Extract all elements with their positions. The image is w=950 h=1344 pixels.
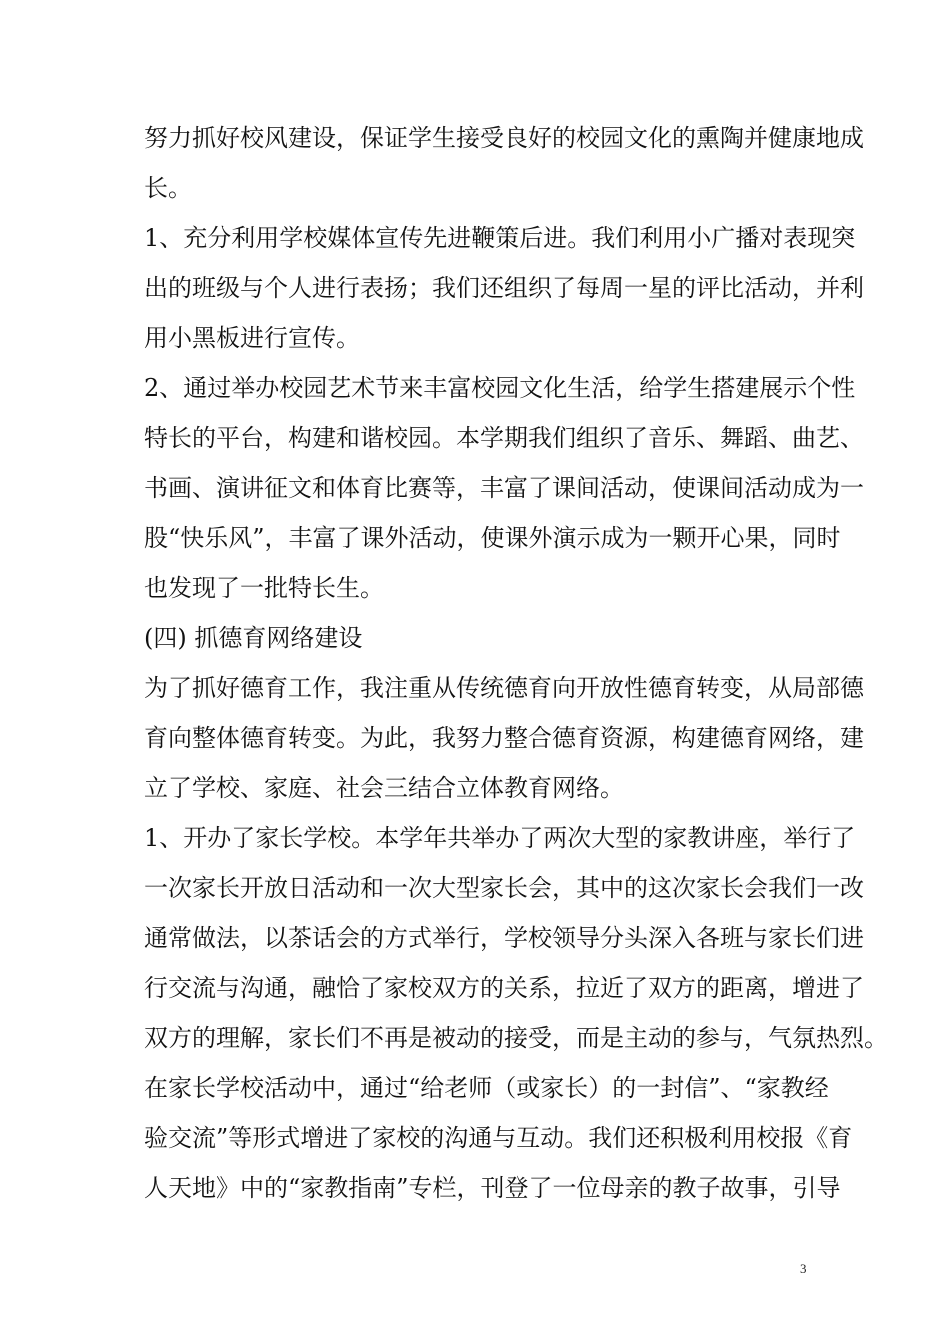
- text-line: 也发现了一批特长生。: [144, 574, 384, 602]
- text-line: 行交流与沟通，融恰了家校双方的关系，拉近了双方的距离，增进了: [144, 974, 864, 1002]
- text-line: 股“快乐风”，丰富了课外活动，使课外演示成为一颗开心果，同时: [144, 524, 841, 552]
- text-line: 2、通过举办校园艺术节来丰富校园文化生活，给学生搭建展示个性: [144, 374, 856, 402]
- text-line: 长。: [144, 174, 192, 202]
- text-line: 通常做法，以茶话会的方式举行，学校领导分头深入各班与家长们进: [144, 924, 864, 952]
- text-line: 双方的理解，家长们不再是被动的接受，而是主动的参与，气氛热烈。: [144, 1024, 888, 1052]
- text-line: 一次家长开放日活动和一次大型家长会，其中的这次家长会我们一改: [144, 874, 864, 902]
- text-line: 书画、演讲征文和体育比赛等，丰富了课间活动，使课间活动成为一: [144, 474, 864, 502]
- text-line: 验交流”等形式增进了家校的沟通与互动。我们还积极利用校报《育: [144, 1124, 853, 1152]
- text-line: 立了学校、家庭、社会三结合立体教育网络。: [144, 774, 624, 802]
- text-line: 在家长学校活动中，通过“给老师（或家长）的一封信”、“家教经: [144, 1074, 829, 1102]
- text-line: 用小黑板进行宣传。: [144, 324, 360, 352]
- text-line: 出的班级与个人进行表扬；我们还组织了每周一星的评比活动，并利: [144, 274, 864, 302]
- text-line: 育向整体德育转变。为此，我努力整合德育资源，构建德育网络，建: [144, 724, 864, 752]
- text-line: 1、开办了家长学校。本学年共举办了两次大型的家教讲座，举行了: [144, 824, 856, 852]
- text-line: 为了抓好德育工作，我注重从传统德育向开放性德育转变，从局部德: [144, 674, 864, 702]
- page-number: 3: [800, 1261, 807, 1276]
- text-line: 努力抓好校风建设，保证学生接受良好的校园文化的熏陶并健康地成: [144, 124, 864, 152]
- text-line: 1、充分利用学校媒体宣传先进鞭策后进。我们利用小广播对表现突: [144, 224, 856, 252]
- text-line: 人天地》中的“家教指南”专栏，刊登了一位母亲的教子故事，引导: [144, 1174, 841, 1202]
- text-line: 特长的平台，构建和谐校园。本学期我们组织了音乐、舞蹈、曲艺、: [144, 424, 864, 452]
- section-heading: (四) 抓德育网络建设: [144, 624, 363, 652]
